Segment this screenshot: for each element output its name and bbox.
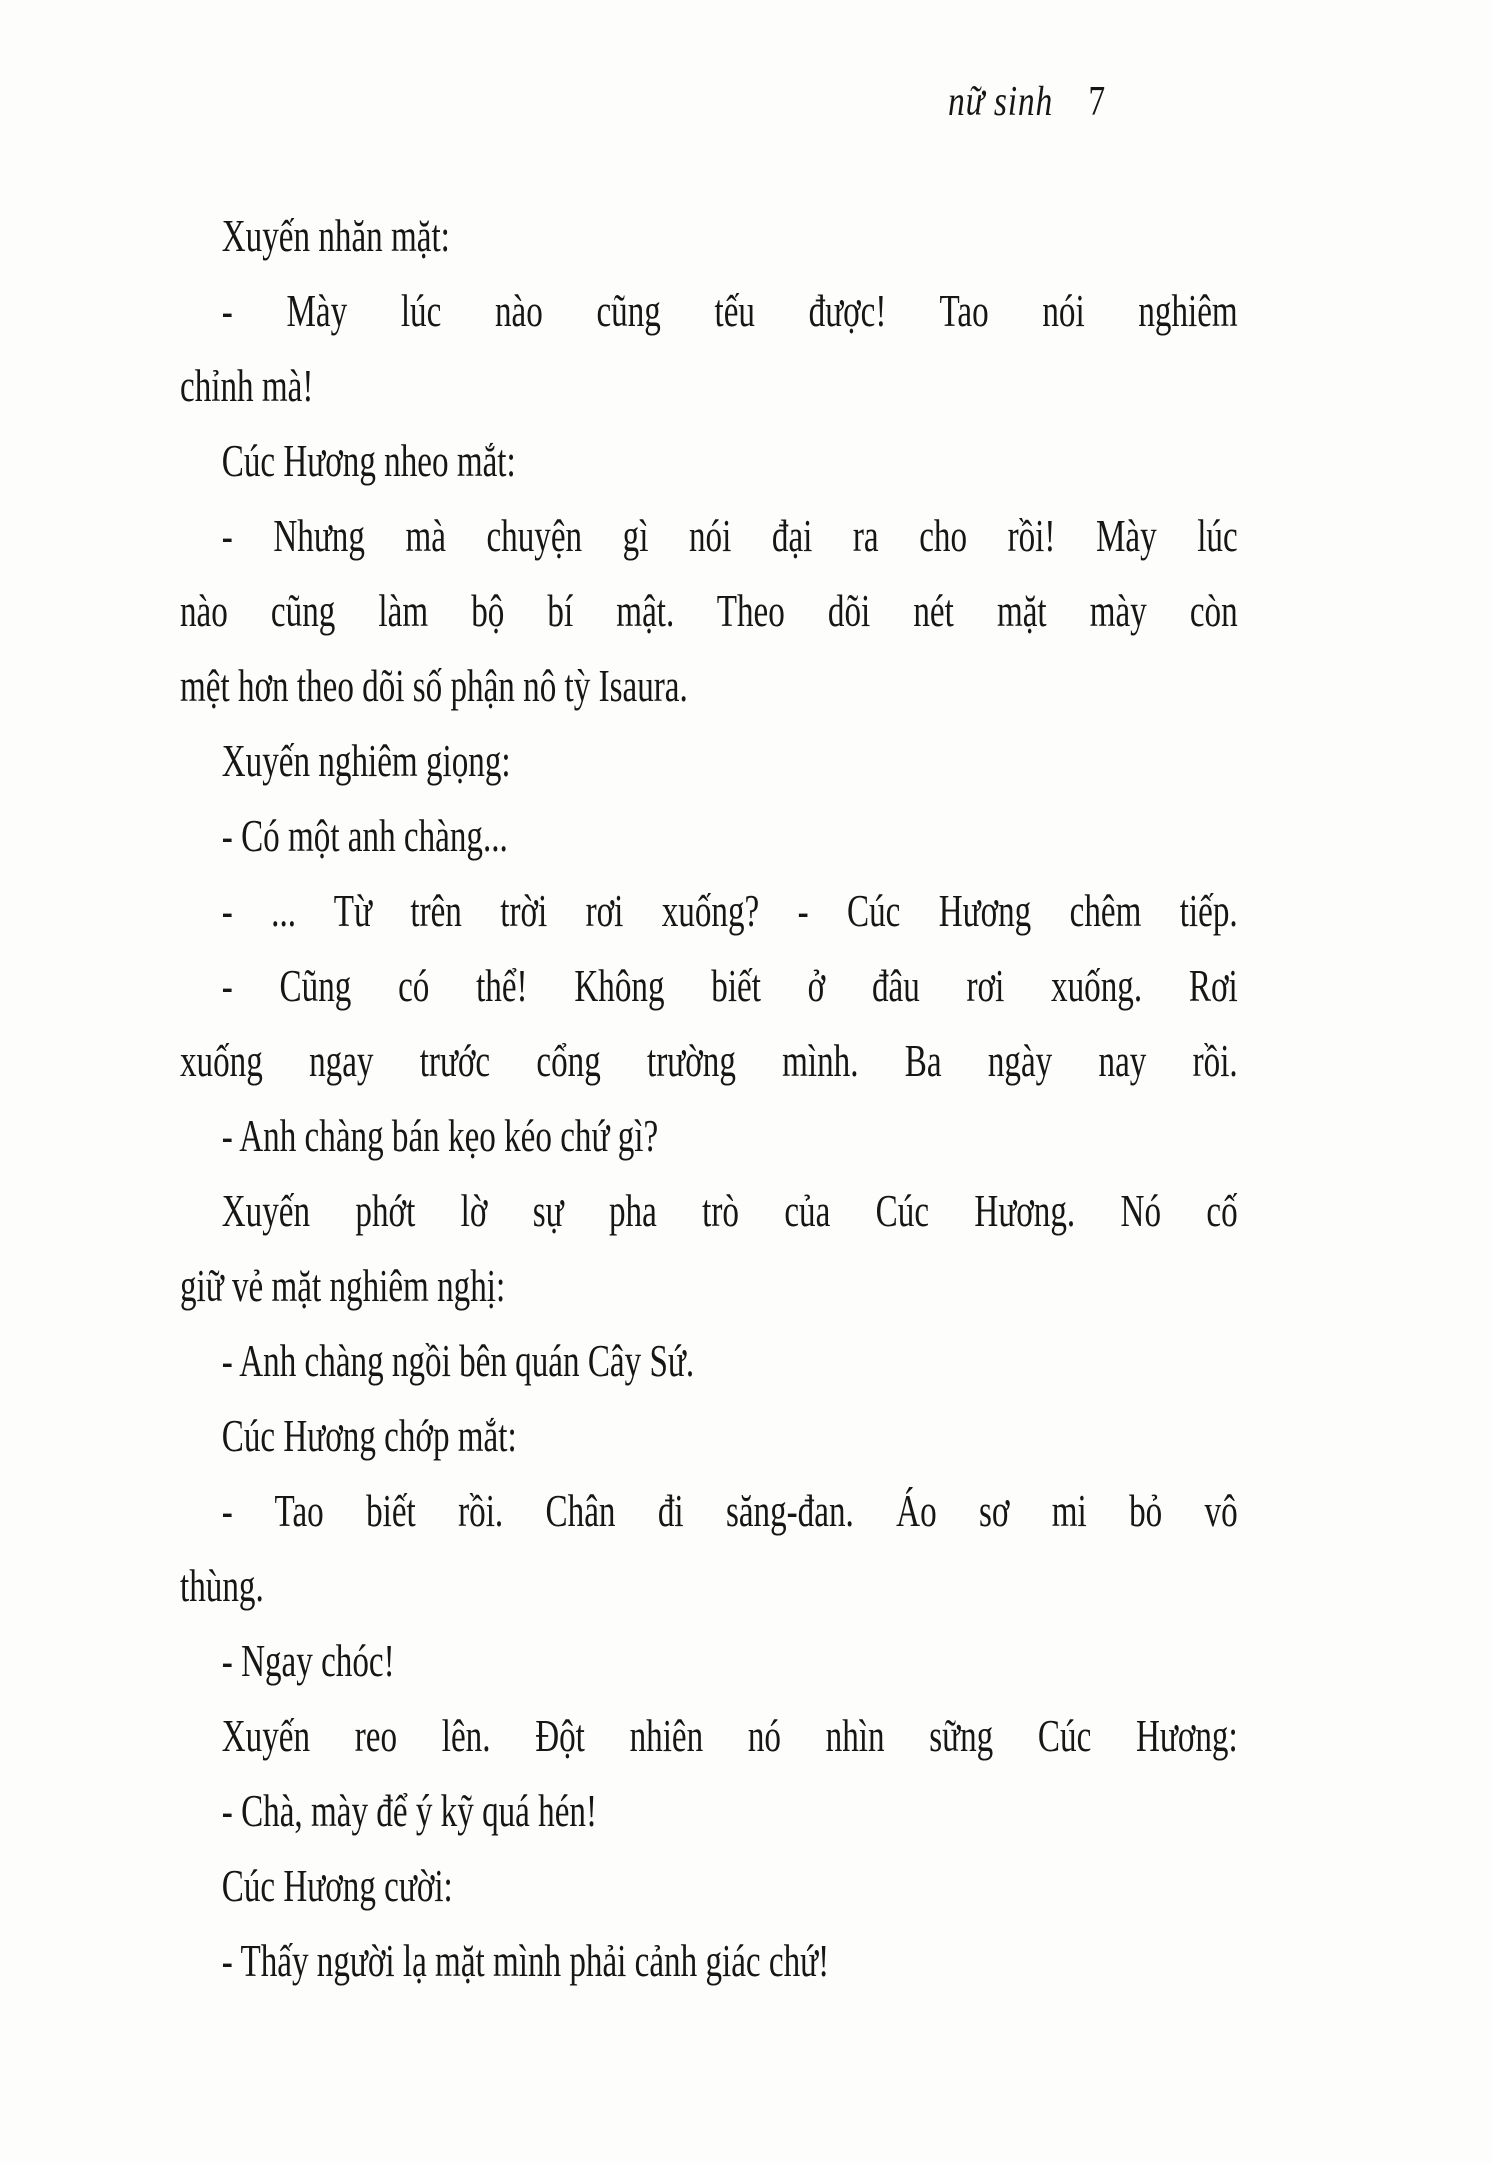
text-line: - Nhưng mà chuyện gì nói đại ra cho rồi! Mày lúc [221, 510, 1238, 561]
running-header [948, 78, 1105, 126]
text-line: Xuyến nghiêm giọng: [221, 735, 511, 786]
paragraph [180, 1698, 1238, 1773]
text-line: - Có một anh chàng... [221, 810, 508, 861]
text-line: Xuyến nhăn mặt: [221, 210, 450, 261]
paragraph [180, 1473, 1238, 1623]
paragraph [180, 423, 1238, 498]
text-line: Cúc Hương nheo mắt: [221, 435, 516, 486]
text-line: xuống ngay trước cổng trường mình. Ba ngày nay rồi. [180, 1035, 1238, 1086]
paragraph [180, 1398, 1238, 1473]
paragraph [180, 1173, 1238, 1323]
text-line: Cúc Hương chớp mắt: [221, 1410, 517, 1461]
text-line: - ... Từ trên trời rơi xuống? - Cúc Hương chêm tiếp. [221, 885, 1238, 936]
text-line: nào cũng làm bộ bí mật. Theo dõi nét mặt mày còn [180, 585, 1238, 636]
text-line: - Chà, mày để ý kỹ quá hén! [221, 1785, 598, 1836]
text-body [180, 198, 1238, 1998]
paragraph [180, 1323, 1238, 1398]
paragraph [180, 723, 1238, 798]
text-line: chỉnh mà! [180, 360, 314, 411]
text-line: Xuyến phớt lờ sự pha trò của Cúc Hương. Nó cố [221, 1185, 1238, 1236]
paragraph [180, 1848, 1238, 1923]
paragraph [180, 198, 1238, 273]
text-line: - Anh chàng bán kẹo kéo chứ gì? [221, 1110, 659, 1161]
text-line: - Ngay chóc! [221, 1635, 395, 1686]
paragraph [180, 1098, 1238, 1173]
running-title: nữ sinh [948, 79, 1054, 125]
text-line: Cúc Hương cười: [221, 1860, 453, 1911]
paragraph [180, 498, 1238, 723]
paragraph [180, 1923, 1238, 1998]
text-line: - Tao biết rồi. Chân đi săng-đan. Áo sơ mi bỏ vô [221, 1485, 1238, 1536]
text-line: - Anh chàng ngồi bên quán Cây Sứ. [221, 1335, 695, 1386]
paragraph [180, 273, 1238, 423]
text-line: Xuyến reo lên. Đột nhiên nó nhìn sững Cúc Hương: [221, 1710, 1238, 1761]
paragraph [180, 1773, 1238, 1848]
paragraph [180, 948, 1238, 1098]
text-line: - Cũng có thể! Không biết ở đâu rơi xuống. Rơi [221, 960, 1238, 1011]
text-line: - Mày lúc nào cũng tếu được! Tao nói nghiêm [221, 285, 1238, 336]
paragraph [180, 873, 1238, 948]
text-line: thùng. [180, 1560, 264, 1611]
text-line: - Thấy người lạ mặt mình phải cảnh giác chứ! [221, 1935, 830, 1986]
paragraph [180, 798, 1238, 873]
page-number: 7 [1088, 79, 1106, 125]
paragraph [180, 1623, 1238, 1698]
text-line: mệt hơn theo dõi số phận nô tỳ Isaura. [180, 660, 688, 711]
text-line: giữ vẻ mặt nghiêm nghị: [180, 1260, 506, 1311]
